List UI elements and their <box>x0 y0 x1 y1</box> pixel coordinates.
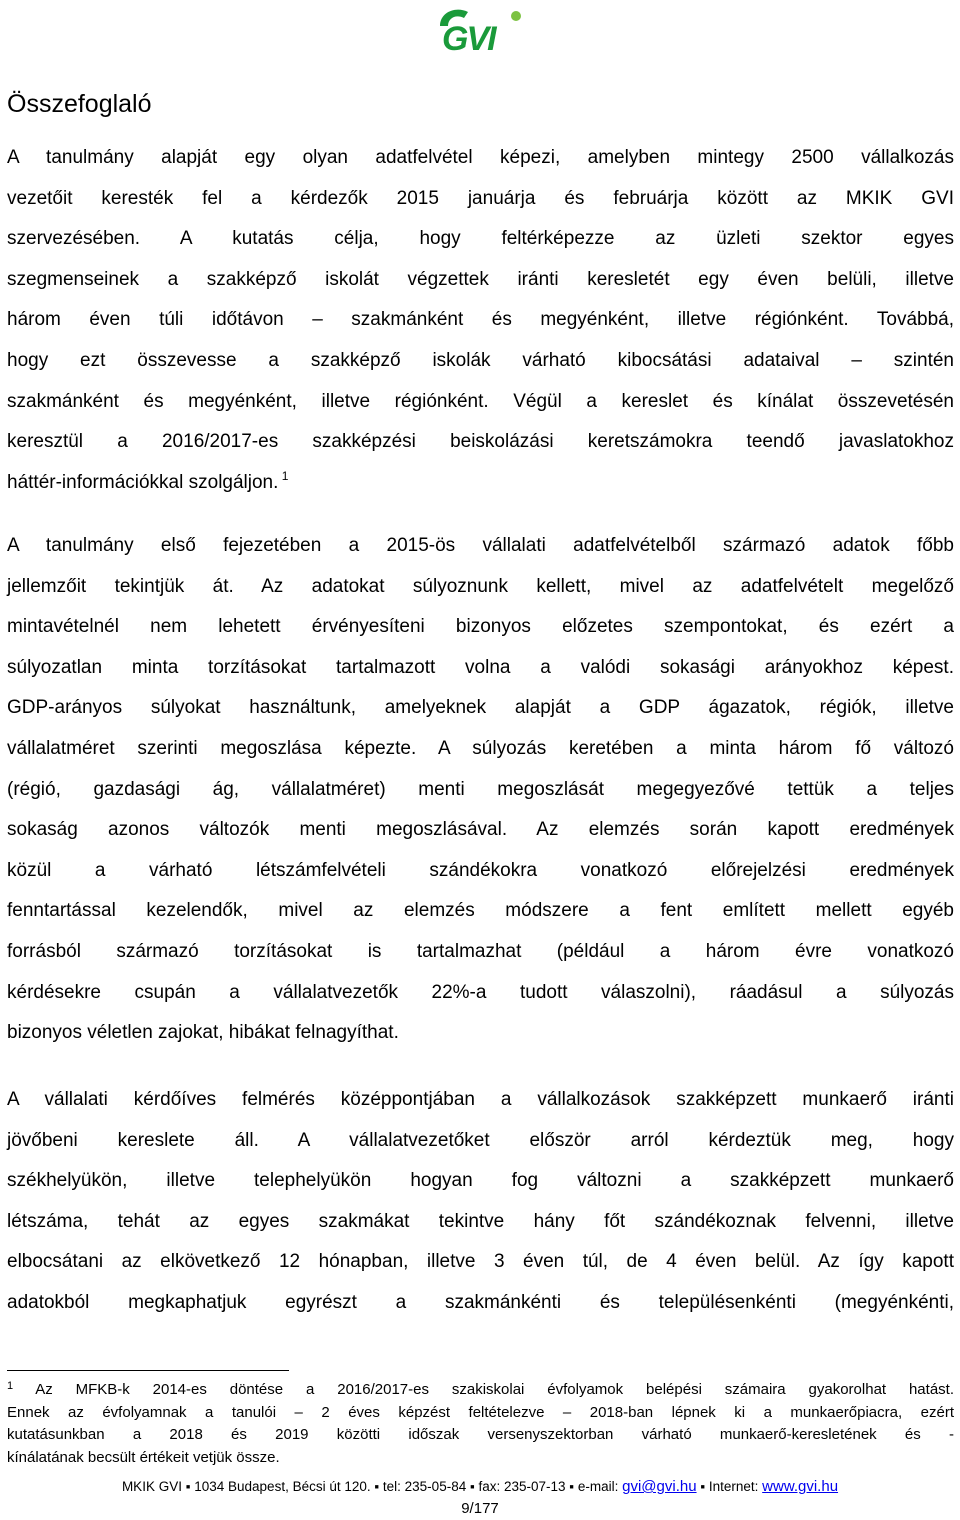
footnote-text: Ennek az évfolyamnak a tanulói – 2 éves képzést feltételezve – 2018-ban lépnek ki a munkaerőpiacra, ezért <box>7 1403 954 1421</box>
text-line: szervezésében. A kutatás célja, hogy feltérképezze az üzleti szektor egyes <box>7 228 954 250</box>
text-line: székhelyükön, illetve telephelyükön hogyan fog változni a szakképzett munkaerő <box>7 1170 954 1192</box>
text-line: keresztül a 2016/2017-es szakképzési beiskolázási keretszámokra teendő javaslatokhoz <box>7 431 954 453</box>
footnote-line <box>7 1424 954 1447</box>
text-line: mintavételnél nem lehetett érvényesíteni bizonyos előzetes szempontokat, és ezért a <box>7 616 954 638</box>
footnote-text: kínálatának becsült értékeit vetjük össze. <box>7 1448 280 1466</box>
footnote-reference[interactable]: 1 <box>278 468 289 483</box>
text-line: közül a várható létszámfelvételi szándékokra vonatkozó előrejelzési eredmények <box>7 859 954 881</box>
footer-web-link[interactable]: www.gvi.hu <box>762 1478 839 1495</box>
text-line: három éven túli időtávon – szakmánként és megyénként, illetve régiónként. Továbbá, <box>7 309 954 331</box>
text-line: adatokból megkaphatjuk egyrészt a szakmánkénti és településenkénti (megyénkénti, <box>7 1291 954 1313</box>
text-line: sokaság azonos változók menti megoszlásával. Az elemzés során kapott eredmények <box>7 819 954 841</box>
text-line: létszáma, tehát az egyes szakmákat tekintve hány főt szándékoznak felvenni, illetve <box>7 1210 954 1232</box>
footnote-separator <box>7 1370 289 1371</box>
paragraph-1 <box>7 138 954 503</box>
footnote-text: Az MFKB-k 2014-es döntése a 2016/2017-es szakiskolai évfolyamok belépési számaira gyakorolhat hatást. <box>35 1381 954 1398</box>
text-line: A tanulmány alapját egy olyan adatfelvétel képezi, amelyben mintegy 2500 vállalkozás <box>7 147 954 168</box>
text-line: szakmánként és megyénként, illetve régiónként. Végül a kereslet és kínálat összevetésén <box>7 390 954 412</box>
footer-internet-label: ▪ Internet: <box>700 1479 759 1494</box>
text-line: szegmenseinek a szakképző iskolát végzettek iránti keresletét egy éven belüli, illetve <box>7 268 954 290</box>
text-line: A vállalati kérdőíves felmérés középpontjában a vállalkozások szakképzett munkaerő iránti <box>7 1089 954 1110</box>
gvi-logo <box>434 4 526 54</box>
footnote-number: 1 <box>7 1380 14 1392</box>
text-line: kérdésekre csupán a vállalatvezetők 22%-a tudott válaszolni), ráadásul a súlyozás <box>7 981 954 1003</box>
text-line: hogy ezt összevesse a szakképző iskolák várható kibocsátási adataival – szintén <box>7 349 954 371</box>
text-line: jövőbeni kereslete áll. A vállalatvezetőket először arról kérdeztük meg, hogy <box>7 1129 954 1151</box>
paragraph-3 <box>7 1080 954 1324</box>
footnote <box>7 1379 954 1469</box>
text-line: jellemzőit tekintjük át. Az adatokat súlyoznunk kellett, mivel az adatfelvételt megelőző <box>7 575 954 597</box>
footnote-line <box>7 1379 954 1402</box>
text-line: vállalatméret szerinti megoszlása képezte. A súlyozás keretében a minta három fő változó <box>7 737 954 759</box>
text-line: elbocsátani az elkövetkező 12 hónapban, illetve 3 éven túl, de 4 éven belül. Az így kapott <box>7 1251 954 1273</box>
text-line: súlyozatlan minta torzításokat tartalmazott volna a valódi sokasági arányokhoz képest. <box>7 656 954 678</box>
footnote-line <box>7 1447 954 1470</box>
text-line: GDP-arányos súlyokat használtunk, amelyeknek alapját a GDP ágazatok, régiók, illetve <box>7 697 954 719</box>
text-line: háttér-információkkal szolgáljon. $^1$ <box>7 468 289 493</box>
paragraph-2 <box>7 526 954 1054</box>
footer-contact: MKIK GVI ▪ 1034 Budapest, Bécsi út 120. ▪ tel: 235-05-84 ▪ fax: 235-07-13 ▪ e-mail: <box>121 1479 619 1494</box>
section-title: Összefoglaló <box>7 90 152 118</box>
text-line: (régió, gazdasági ág, vállalatméret) menti megoszlását megegyezővé tettük a teljes <box>7 778 954 800</box>
text-line: fenntartással kezelendők, mivel az elemzés módszere a fent említett mellett egyéb <box>7 900 954 922</box>
logo-text: GVI <box>442 20 495 54</box>
text-line: vezetőit keresték fel a kérdezők 2015 januárja és februárja között az MKIK GVI <box>7 187 954 209</box>
page-footer <box>0 1478 960 1496</box>
footer-email-link[interactable]: gvi@gvi.hu <box>622 1478 697 1495</box>
logo-dot <box>511 11 521 21</box>
text-line: A tanulmány első fejezetében a 2015-ös vállalati adatfelvételből származó adatok főbb <box>7 535 954 556</box>
text-line: forrásból származó torzításokat is tartalmazhat (például a három évre vonatkozó <box>7 940 954 962</box>
footnote-text: kutatásunkban a 2018 és 2019 közötti időszak versenyszektorban várható munkaerő-keresletének és - <box>7 1426 954 1443</box>
text-line: bizonyos véletlen zajokat, hibákat felnagyíthat. <box>7 1022 399 1044</box>
footnote-line <box>7 1402 954 1425</box>
page-number: 9/177 <box>461 1500 499 1517</box>
